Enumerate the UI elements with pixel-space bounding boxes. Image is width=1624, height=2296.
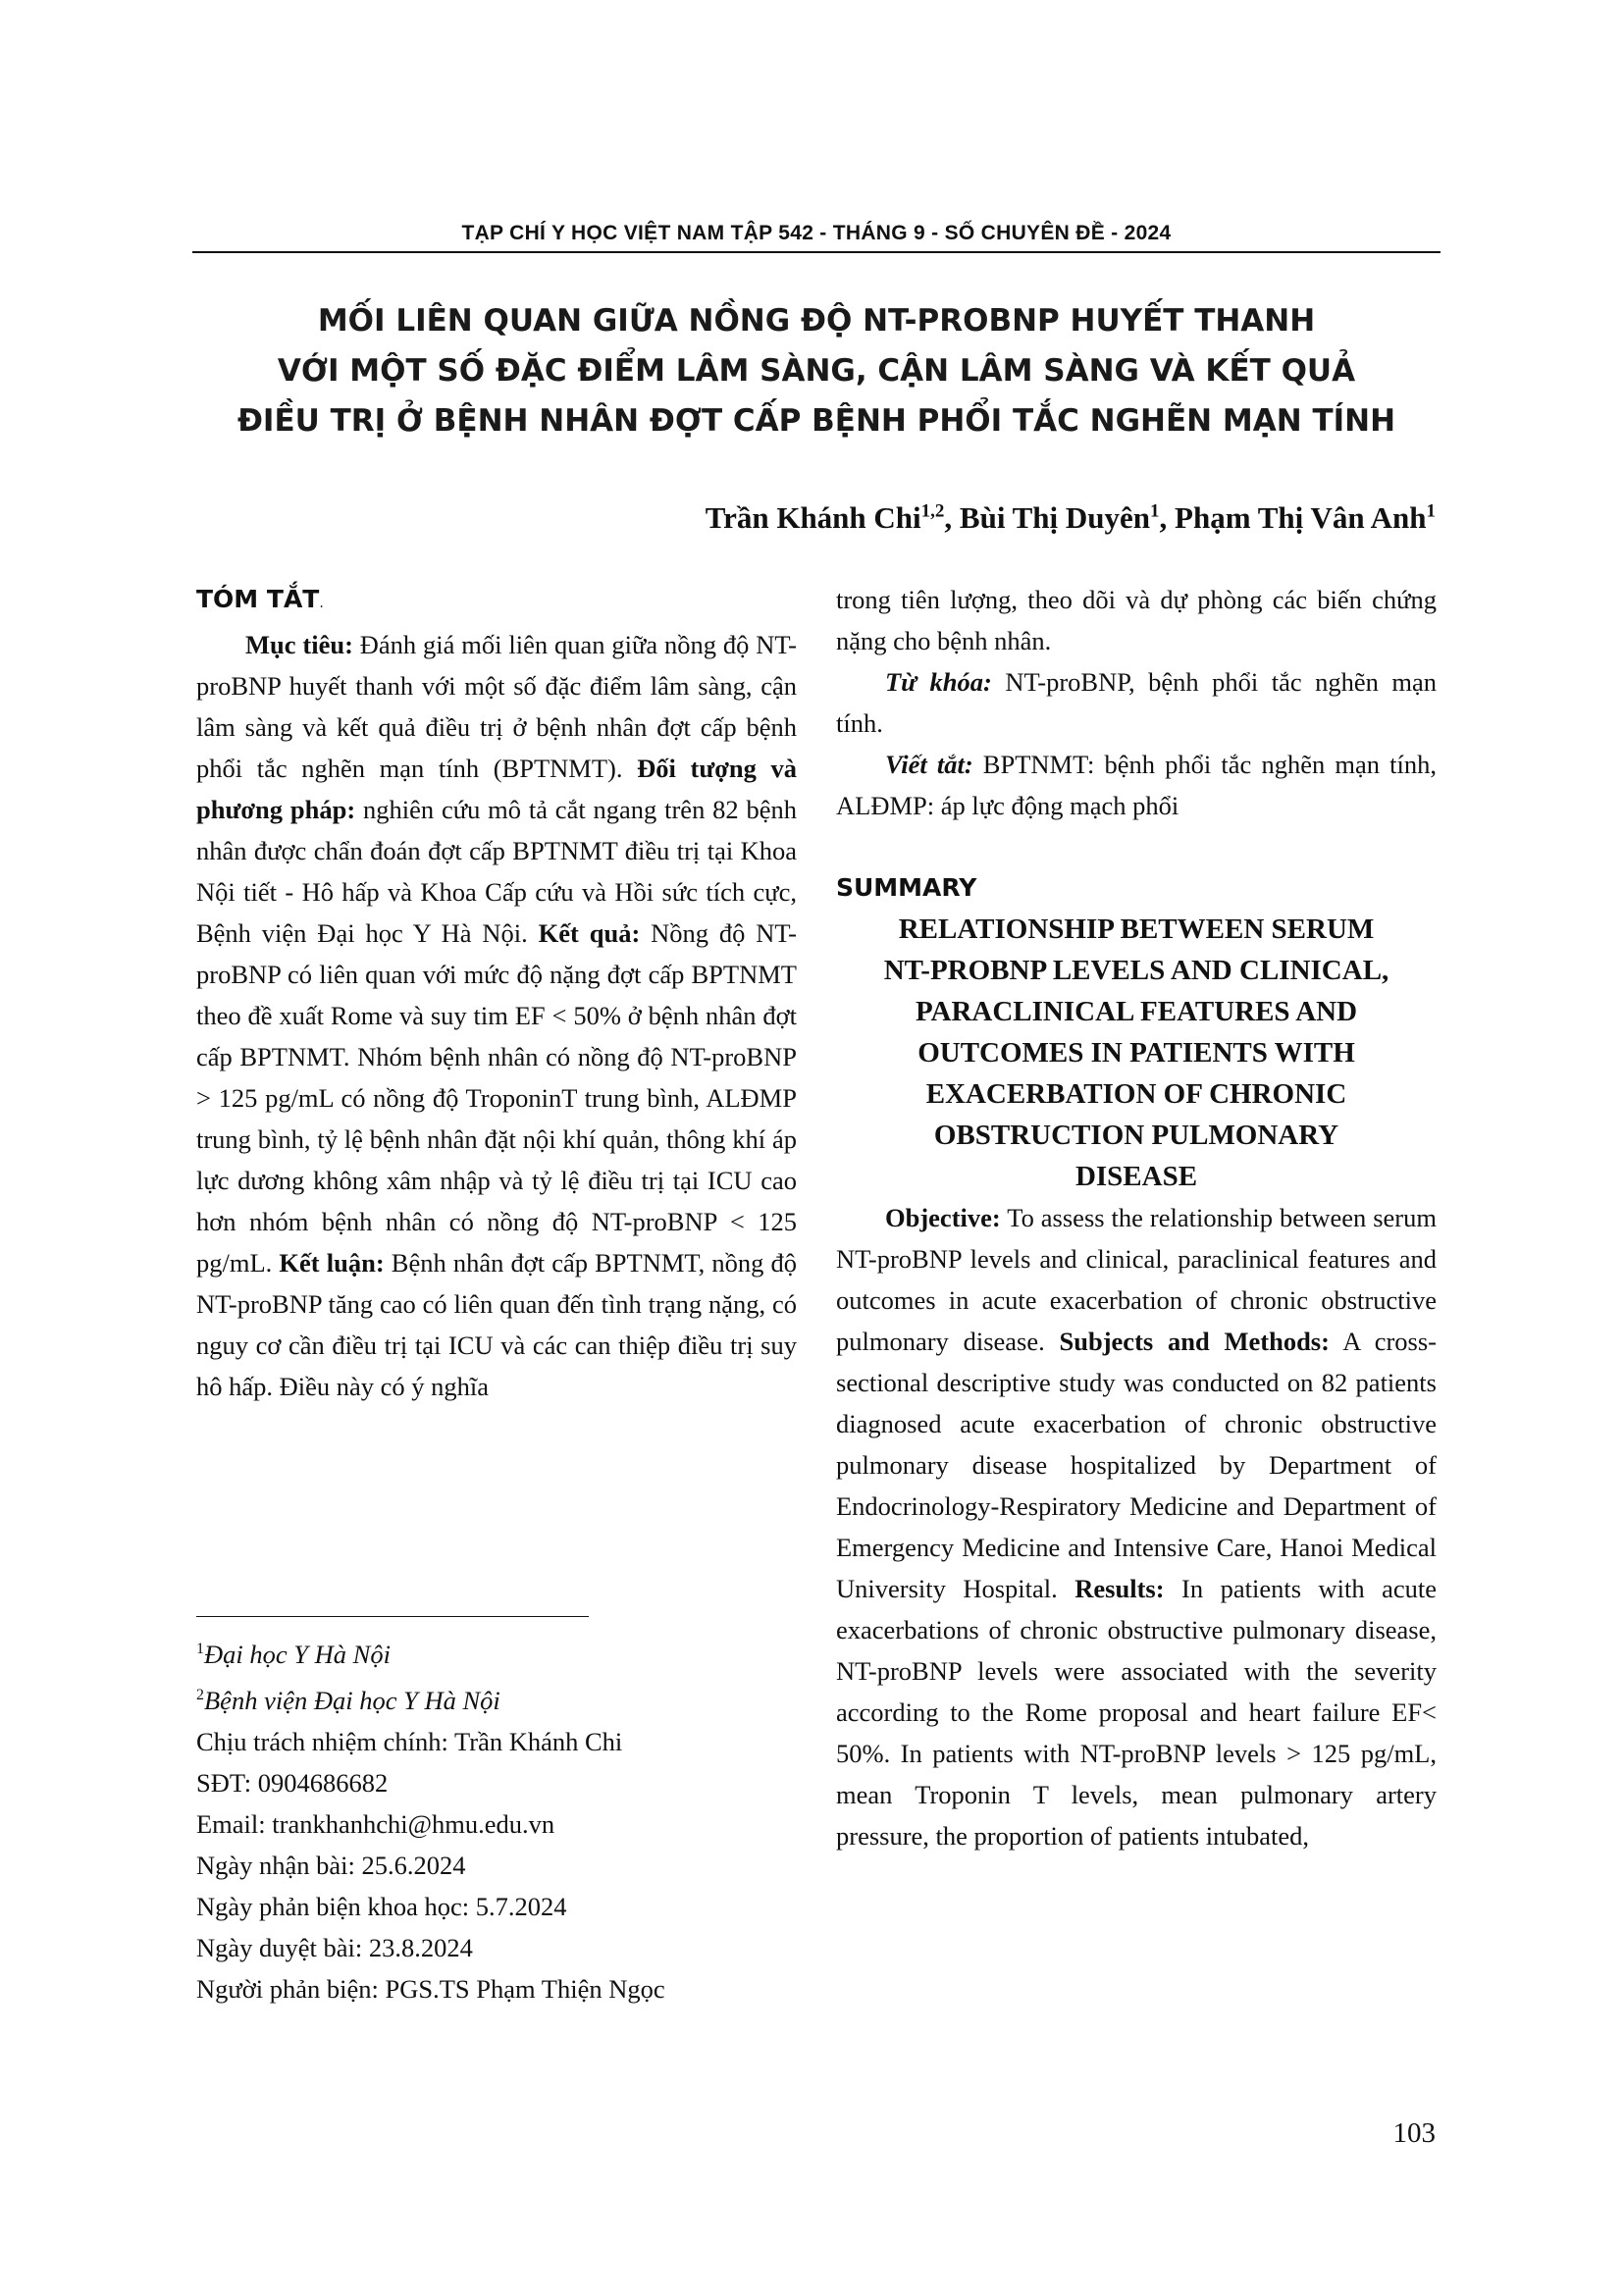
footnote-email: Email: trankhanhchi@hmu.edu.vn — [196, 1808, 555, 1839]
footnotes — [196, 1629, 797, 2009]
footnote-accepted: Ngày duyệt bài: 23.8.2024 — [196, 1932, 473, 1962]
title-line: VỚI MỘT SỐ ĐẶC ĐIỂM LÂM SÀNG, CẬN LÂM SÀNG VÀ KẾT QUẢ — [277, 353, 1356, 389]
author-affiliation: 1,2 — [920, 500, 945, 522]
en-results-label: Results: — [1057, 1574, 1165, 1603]
results-label: Kết quả: — [527, 918, 641, 948]
objective-text: Đánh giá mối liên quan giữa nồng độ NT-proBNP huyết thanh với một số đặc điểm lâm sàng, cận lâm sàng và kết quả điều trị ở bệnh nhân đợt cấp bệnh phổi tắc nghẽn mạn tính (BPTNMT). — [196, 630, 797, 783]
en-results-text: In patients with acute exacerbations of chronic obstructive pulmonary disease, NT-proBNP levels were associated with the severity according to the Rome proposal and heart failure EF< 50%. In patients with NT-proBNP levels > 125 pg/mL, mean Troponin T levels, mean pulmonary artery pressure, the proportion of patients intubated, — [836, 1574, 1437, 1851]
english-title-line: OBSTRUCTION PULMONARY — [933, 1120, 1339, 1151]
keywords — [836, 661, 1437, 744]
vi-abstract-body — [196, 624, 797, 1407]
abbreviations-label: Viết tắt: — [885, 750, 973, 779]
en-objective-label: Objective: — [885, 1203, 1001, 1232]
title-line: MỐI LIÊN QUAN GIỮA NỒNG ĐỘ NT-PROBNP HUYẾT THANH — [317, 303, 1316, 339]
footnote-mark: 1 — [196, 1641, 204, 1657]
keywords-label: Từ khóa: — [885, 667, 992, 697]
vi-abstract-heading-dot: . — [319, 596, 324, 611]
english-title-line: PARACLINICAL FEATURES AND — [915, 996, 1358, 1027]
english-title-line: DISEASE — [1074, 1161, 1198, 1192]
author-affiliation: 1 — [1426, 500, 1436, 522]
footnote-mark: 2 — [196, 1686, 204, 1703]
footnote-reviewer: Người phản biện: PGS.TS Phạm Thiện Ngọc — [196, 1973, 665, 2004]
summary-heading: SUMMARY — [836, 873, 977, 902]
right-column — [836, 579, 1437, 1856]
author-name: Trần Khánh Chi — [705, 500, 921, 535]
english-title-line: NT-PROBNP LEVELS AND CLINICAL, — [883, 955, 1389, 986]
footnote-text: Đại học Y Hà Nội — [204, 1639, 391, 1669]
abbreviations — [836, 744, 1437, 826]
objective-label: Mục tiêu: — [245, 630, 353, 659]
keywords-text: NT-proBNP, bệnh phổi tắc nghẽn mạn tính. — [836, 667, 1437, 738]
abbreviations-text: BPTNMT: bệnh phổi tắc nghẽn mạn tính, ALĐMP: áp lực động mạch phổi — [836, 750, 1438, 820]
english-title-line: OUTCOMES IN PATIENTS WITH — [917, 1037, 1355, 1069]
en-methods-text: A cross-sectional descriptive study was conducted on 82 patients diagnosed acute exacerbation of chronic obstructive pulmonary disease hospitalized by Department of Endocrinology-Respiratory Medicine and Department of Emergency Medicine and Intensive Care, Hanoi Medical University Hospital. — [836, 1327, 1437, 1603]
conclusion-text: Bệnh nhân đợt cấp BPTNMT, nồng độ NT-proBNP tăng cao có liên quan đến tình trạng nặng, có nguy cơ cần điều trị tại ICU và các can thiệp điều trị suy hô hấp. Điều này có ý nghĩa — [196, 1248, 797, 1401]
vi-abstract-continuation: trong tiên lượng, theo dõi và dự phòng các biến chứng nặng cho bệnh nhân. — [836, 585, 1437, 655]
vi-abstract-heading — [196, 579, 797, 624]
results-text: Nồng độ NT-proBNP có liên quan với mức độ nặng đợt cấp BPTNMT theo đề xuất Rome và suy tim EF < 50% ở bệnh nhân đợt cấp BPTNMT. Nhóm bệnh nhân có nồng độ NT-proBNP > 125 pg/mL có nồng độ TroponinT trung bình, ALĐMP trung bình, tỷ lệ bệnh nhân đặt nội khí quản, thông khí áp lực dương không xâm nhập và tỷ lệ điều trị tại ICU cao hơn nhóm bệnh nhân có nồng độ NT-proBNP < 125 pg/mL. — [196, 918, 798, 1278]
header-rule — [192, 251, 1441, 253]
footnote-text: Bệnh viện Đại học Y Hà Nội — [204, 1685, 500, 1715]
spacer — [836, 826, 1437, 867]
left-column — [196, 579, 797, 1407]
footnote-phone: SĐT: 0904686682 — [196, 1767, 389, 1798]
en-methods-label: Subjects and Methods: — [1044, 1327, 1330, 1356]
footnote-received: Ngày nhận bài: 25.6.2024 — [196, 1850, 466, 1880]
english-title-line: EXACERBATION OF CHRONIC — [925, 1078, 1347, 1110]
author-separator: , — [944, 500, 960, 535]
conclusion-label: Kết luận: — [272, 1248, 385, 1278]
english-title-line: RELATIONSHIP BETWEEN SERUM — [898, 913, 1375, 945]
footnote-corresponding: Chịu trách nhiệm chính: Trần Khánh Chi — [196, 1726, 623, 1756]
english-title — [836, 909, 1437, 1197]
author-affiliation: 1 — [1150, 500, 1160, 522]
running-header: TẠP CHÍ Y HỌC VIỆT NAM TẬP 542 - THÁNG 9 - SỐ CHUYÊN ĐỀ - 2024 — [461, 222, 1172, 244]
article-title — [192, 296, 1441, 446]
footnote-rule — [196, 1616, 589, 1617]
author-name: Bùi Thị Duyên — [959, 500, 1151, 535]
footnote-reviewed: Ngày phản biện khoa học: 5.7.2024 — [196, 1891, 567, 1921]
footnote-affiliation-2 — [196, 1675, 797, 1721]
en-objective-text: To assess the relationship between serum NT-proBNP levels and clinical, paraclinical features and outcomes in acute exacerbation of chronic obstructive pulmonary disease. — [836, 1203, 1437, 1356]
methods-label: Đối tượng và phương pháp: — [196, 754, 798, 824]
title-line: ĐIỀU TRỊ Ở BỆNH NHÂN ĐỢT CẤP BỆNH PHỔI TẮC NGHẼN MẠN TÍNH — [236, 403, 1396, 439]
methods-text: nghiên cứu mô tả cắt ngang trên 82 bệnh nhân được chẩn đoán đợt cấp BPTNMT điều trị tại Khoa Nội tiết - Hô hấp và Khoa Cấp cứu và Hồi sức tích cực, Bệnh viện Đại học Y Hà Nội. — [196, 795, 797, 948]
en-abstract-body — [836, 1197, 1437, 1856]
author-name: Phạm Thị Vân Anh — [1175, 500, 1427, 535]
footnote-affiliation-1 — [196, 1629, 797, 1675]
page-number: 103 — [1392, 2117, 1436, 2149]
author-separator: , — [1159, 500, 1176, 535]
author-list — [706, 500, 1436, 536]
vi-abstract-heading-text: TÓM TẮT — [196, 585, 320, 613]
